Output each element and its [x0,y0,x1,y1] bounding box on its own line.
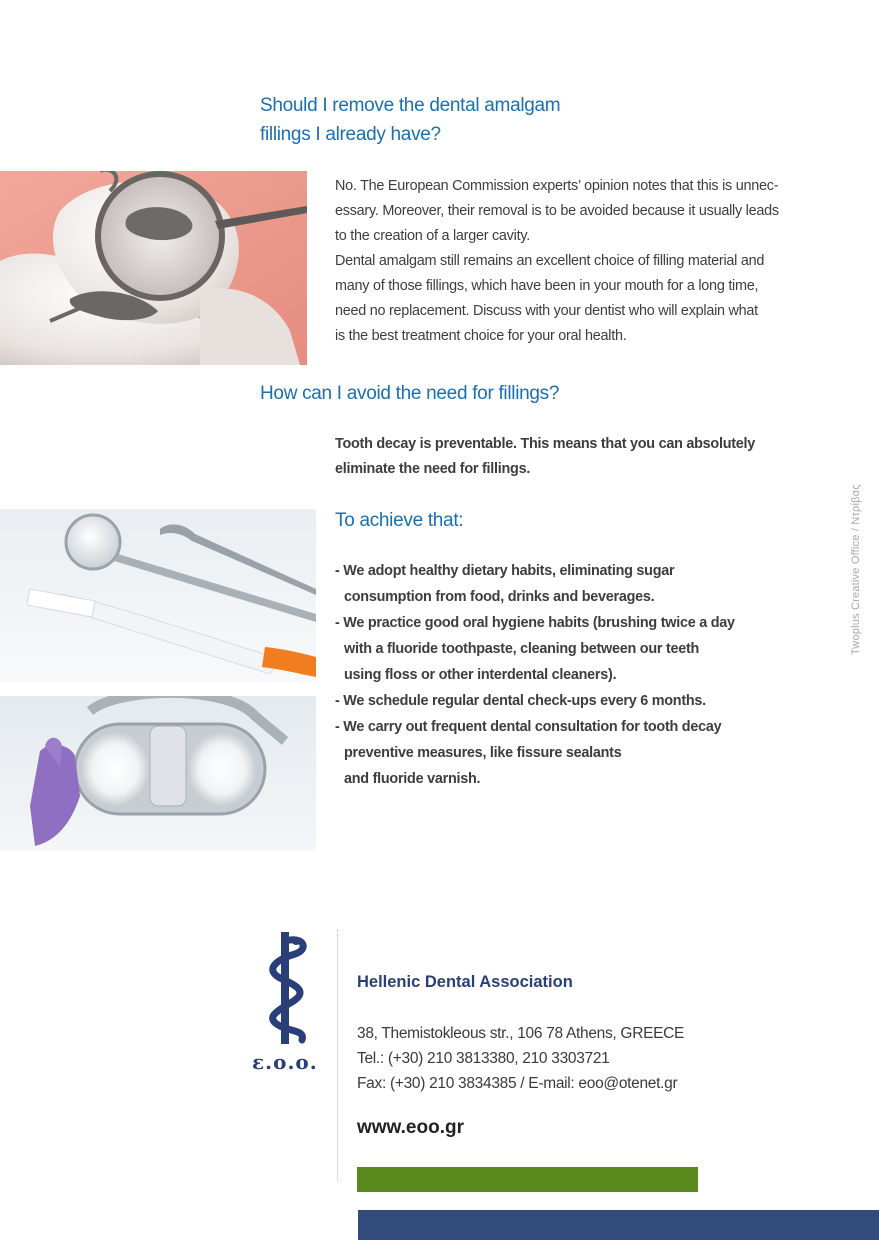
section1-heading-line2: fillings I already have? [260,124,441,145]
para2-line2: many of those fillings, which have been in your mouth for a long time, [335,278,759,294]
tel-line: Tel.: (+30) 210 3813380, 210 3303721 [357,1050,610,1067]
bullet1-line1: - We adopt healthy dietary habits, eliminating sugar [335,563,675,579]
section1-heading [260,91,560,149]
section1-para1 [335,174,805,249]
list-item [335,558,815,610]
section2-heading [260,379,559,408]
intro-line2: eliminate the need for fillings. [335,461,531,477]
para1-line1: No. The European Commission experts’ opinion notes that this is unnec- [335,178,779,194]
org-name: Hellenic Dental Association [357,973,573,991]
para1-line3: to the creation of a larger cavity. [335,228,530,244]
bullet2-line1: - We practice good oral hygiene habits (brushing twice a day [335,615,735,631]
bullet2-line3: using floss or other interdental cleaners). [344,667,617,683]
bullet3-line1: - We schedule regular dental check-ups every 6 months. [335,693,706,709]
green-bar [357,1167,698,1192]
list-item [335,610,815,688]
logo-text: ε.ο.ο. [252,1050,318,1074]
section1-heading-line1: Should I remove the dental amalgam [260,95,561,116]
list-item [335,714,815,792]
amalgam-filling-photo [0,171,307,365]
contact-details [357,1021,684,1096]
bullet4-line1: - We carry out frequent dental consultation for tooth decay [335,719,722,735]
para2-line3: need no replacement. Discuss with your dentist who will explain what [335,303,758,319]
address-line: 38, Themistokleous str., 106 78 Athens, GREECE [357,1025,685,1042]
intro-line1: Tooth decay is preventable. This means that you can absolutely [335,436,756,452]
website-link[interactable]: www.eoo.gr [357,1117,464,1138]
para2-line4: is the best treatment choice for your oral health. [335,328,627,344]
section2-subheading [335,506,463,535]
bullet1-line2: consumption from food, drinks and beverages. [344,589,655,605]
bullet2-line2: with a fluoride toothpaste, cleaning between our teeth [344,641,700,657]
navy-bar [358,1210,879,1240]
eoo-logo [250,930,320,1080]
bullet4-line3: and fluoride varnish. [344,771,481,787]
dental-lamp-photo [0,696,316,851]
para1-line2: essary. Moreover, their removal is to be avoided because it usually leads [335,203,779,219]
section1-body [335,174,805,349]
bullet4-line2: preventive measures, like fissure sealants [344,745,622,761]
dental-tools-photo [0,509,316,682]
footer-divider [337,930,338,1180]
section2-heading-text: How can I avoid the need for fillings? [260,383,560,404]
subheading-text: To achieve that: [335,510,464,531]
prevention-list [335,558,815,792]
para2-line1: Dental amalgam still remains an excellent choice of filling material and [335,253,765,269]
photo-credit: Twoplus Creative Office / Ντρίβας [850,484,862,655]
list-item [335,688,815,714]
section2-intro [335,432,805,482]
section1-para2 [335,249,805,349]
fax-email-line: Fax: (+30) 210 3834385 / E-mail: eoo@otenet.gr [357,1075,678,1092]
asclepius-snake-icon [250,930,320,1045]
